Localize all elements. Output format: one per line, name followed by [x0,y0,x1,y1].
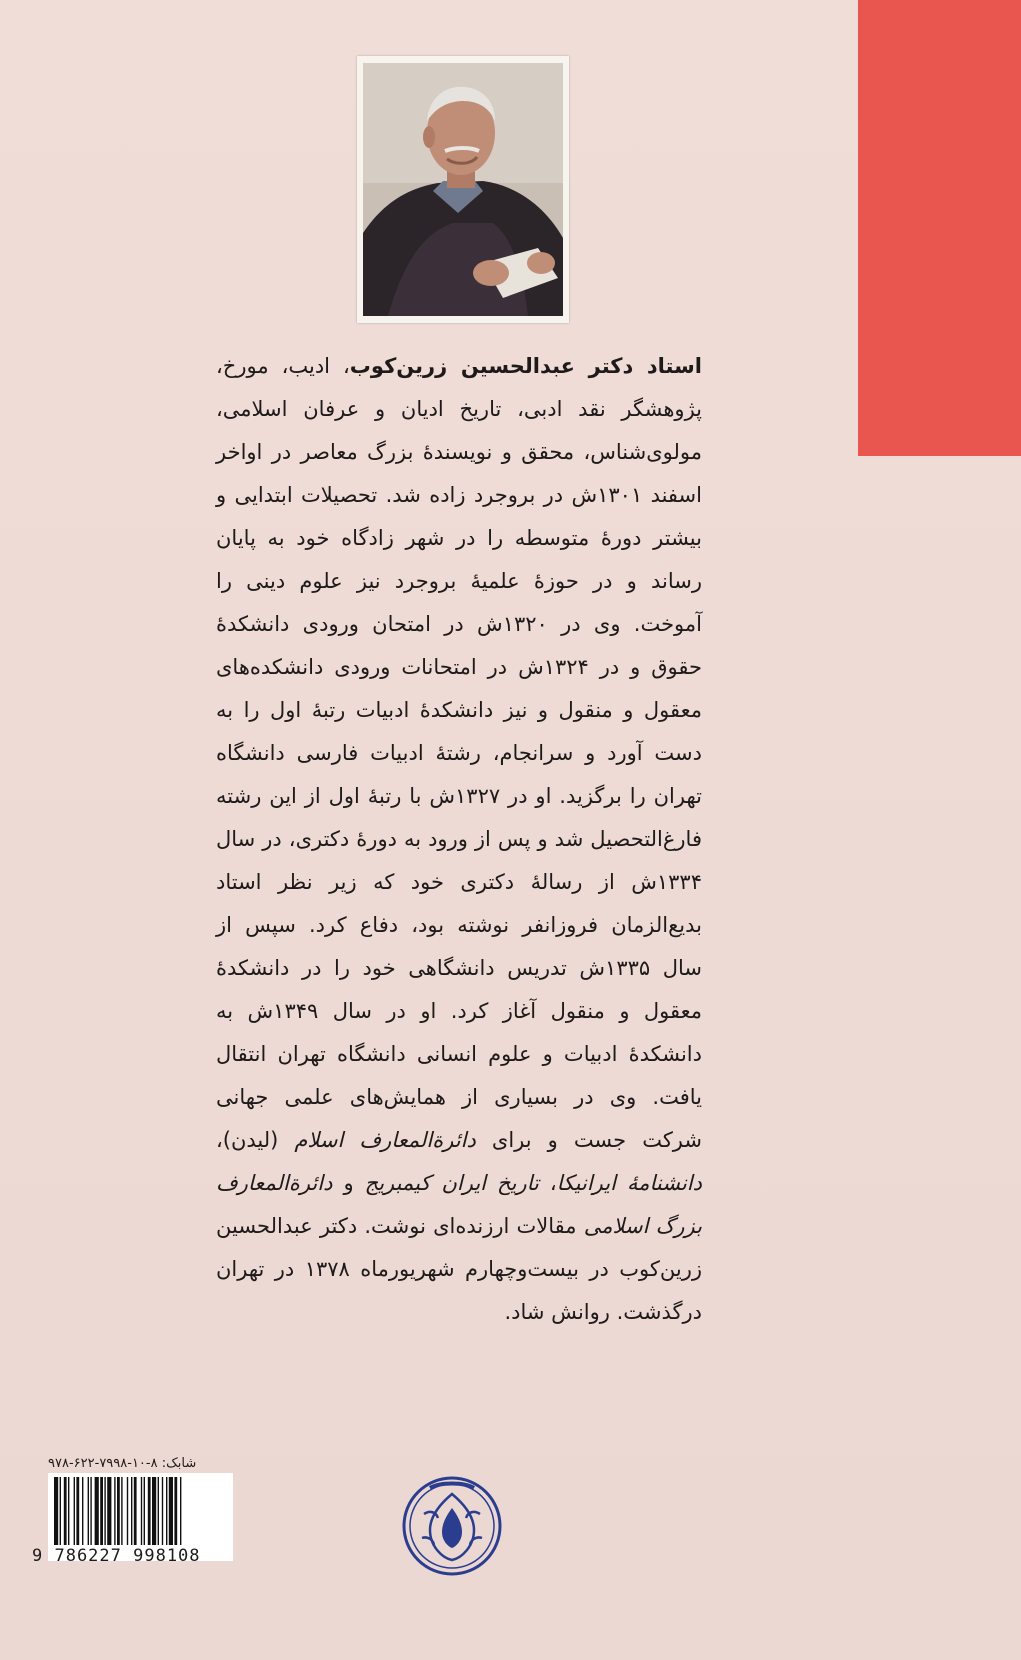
barcode-bar [68,1477,69,1545]
work-title: دائرة‌المعارف بزرگ اسلامی [216,1171,702,1238]
bio-text: ، [538,1171,557,1195]
isbn-label: شابک: ۸-۱۰-۷۹۹۸-۶۲۲-۹۷۸ [48,1456,197,1471]
author-photo [363,63,563,316]
work-title: تاریخ ایران کیمبریج [364,1171,539,1195]
barcode-bar [90,1477,91,1545]
barcode-digits: 9 786227 998108 [32,1546,201,1566]
barcode-bar [88,1477,89,1545]
author-name: استاد دکتر عبدالحسین زرین‌کوب [349,354,702,378]
barcode-bar [169,1477,173,1545]
barcode-bar [158,1477,159,1545]
barcode-bar [64,1477,67,1545]
barcode-bar [144,1477,145,1545]
bio-text: و [332,1171,365,1195]
barcode-bar [95,1477,99,1545]
barcode-bar [82,1477,83,1545]
barcode-bar [141,1477,142,1545]
barcode-bar [76,1477,79,1545]
barcode-bar [134,1477,137,1545]
barcode-bar [104,1477,105,1545]
work-title: دانشنامهٔ ایرانیکا [556,1171,702,1195]
barcode-bar [121,1477,122,1545]
barcode-bar [180,1477,181,1545]
barcode-bar [117,1477,120,1545]
author-photo-frame [357,56,569,323]
barcode-bar [148,1477,151,1545]
accent-band [858,0,1021,456]
bio-text: مقالات ارزنده‌ای نوشت. دکتر عبدالحسین زرین‌کوب در بیست‌وچهارم شهریورماه ۱۳۷۸ در تهران درگذشت. روانش شاد. [216,1214,702,1324]
barcode-bar [131,1477,132,1545]
author-biography [216,345,702,1334]
barcode-bar [107,1477,111,1545]
barcode-bar [100,1477,103,1545]
barcode-bar [60,1477,61,1545]
barcode-bar [174,1477,177,1545]
bio-text: (لیدن)، [216,1128,295,1152]
bio-text: ، ادیب، مورخ، پژوهشگر نقد ادبی، تاریخ ادیان و عرفان اسلامی، مولوی‌شناس، محقق و نویسندهٔ بزرگ معاصر در اواخر اسفند ۱۳۰۱ش در بروجرد زاده شد. تحصیلات ابتدایی و بیشتر دورهٔ متوسطه را در شهر زادگاه خود به پایان رساند و در حوزهٔ علمیهٔ بروجرد نیز علوم دینی را آموخت. وی در ۱۳۲۰ش در امتحان ورودی دانشکدهٔ حقوق و در ۱۳۲۴ش در امتحانات ورودی دانشکده‌های معقول و منقول و نیز دانشکدهٔ ادبیات رتبهٔ اول را به دست آورد و سرانجام، رشتهٔ ادبیات فارسی دانشگاه تهران را برگزید. او در ۱۳۲۷ش با رتبهٔ اول از این رشته فارغ‌التحصیل شد و پس از ورود به دورهٔ دکتری، در سال ۱۳۳۴ش از رسالهٔ دکتری خود که زیر نظر استاد بدیع‌الزمان فروزانفر نوشته بود، دفاع کرد. سپس از سال ۱۳۳۵ش تدریس دانشگاهی خود را در دانشکدهٔ معقول و منقول آغاز کرد. او در سال ۱۳۴۹ش به دانشکدهٔ ادبیات و علوم انسانی دانشگاه تهران انتقال یافت. وی در بسیاری از همایش‌های علمی جهانی شرکت جست و برای [216,354,702,1152]
barcode-bar [166,1477,167,1545]
barcode-bar [54,1477,58,1545]
barcode-bar [114,1477,115,1545]
barcode-bar [74,1477,75,1545]
publisher-logo [400,1474,504,1578]
barcode-bar [162,1477,163,1545]
work-title: دائرة‌المعارف اسلام [294,1128,476,1152]
barcode-bar [127,1477,128,1545]
barcode-bar [152,1477,156,1545]
